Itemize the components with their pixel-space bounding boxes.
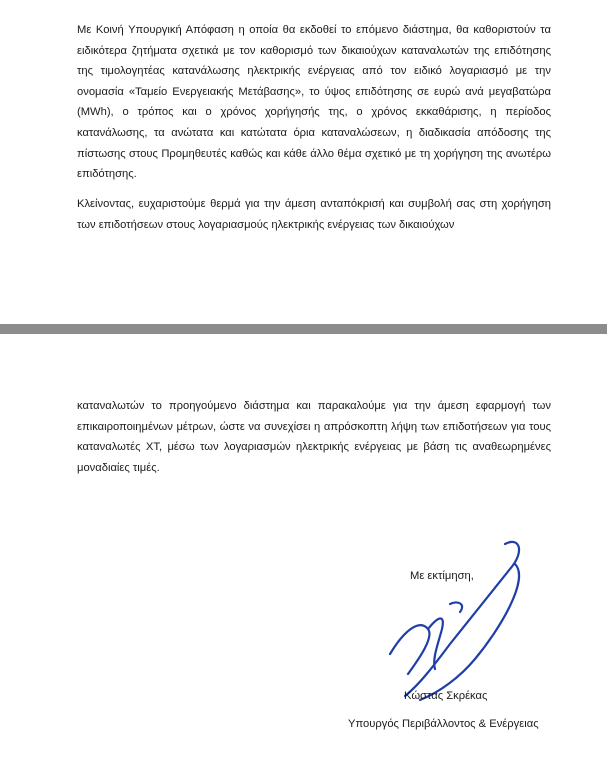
signatory-role: Υπουργός Περιβάλλοντος & Ενέργειας bbox=[348, 718, 539, 730]
body-paragraph-1: Με Κοινή Υπουργική Απόφαση η οποία θα εκδοθεί το επόμενο διάστημα, θα καθοριστούν τα ειδικότερα ζητήματα σχετικά με τον καθορισμό των δικαιούχων καταναλωτών της επιδότησης της τιμολογητέας κατανάλωσης ηλεκτρικής ενέργειας από τον ειδικό λογαριασμό με την ονομασία «Ταμείο Ενεργειακής Μετάβασης», το ύψος επιδότησης σε ευρώ ανά μεγαβατώρα (MWh), ο τρόπος και ο χρόνος χορήγησής της, ο χρόνος εκκαθάρισης, η περίοδος κατανάλωσης, τα ανώτατα και κατώτατα όρια καταναλώσεων, η διαδικασία απόδοσης της πίστωσης στους Προμηθευτές καθώς και κάθε άλλο θέμα σχετικό με τη χορήγηση της ανωτέρω επιδότησης. bbox=[77, 24, 551, 181]
signatory-name: Κώστας Σκρέκας bbox=[404, 690, 488, 702]
page-separator bbox=[0, 324, 607, 334]
page-top bbox=[0, 0, 607, 324]
page-bottom bbox=[0, 334, 607, 771]
body-paragraph-2: Κλείνοντας, ευχαριστούμε θερμά για την άμεση ανταπόκρισή και συμβολή σας στη χορήγηση των επιδοτήσεων στους λογαριασμούς ηλεκτρικής ενέργειας των δικαιούχων bbox=[77, 198, 551, 231]
body-paragraph-3: καταναλωτών το προηγούμενο διάστημα και παρακαλούμε για την άμεση εφαρμογή των επικαιροποιημένων μέτρων, ώστε να συνεχίσει η απρόσκοπτη λήψη των επιδοτήσεων για τους καταναλωτές ΧΤ, μέσω των λογαριασμών ηλεκτρικής ενέργειας με βάση τις αναθεωρημένες μοναδιαίες τιμές. bbox=[77, 400, 551, 474]
closing-salutation: Με εκτίμηση, bbox=[410, 570, 474, 582]
signature-mark bbox=[380, 534, 550, 704]
